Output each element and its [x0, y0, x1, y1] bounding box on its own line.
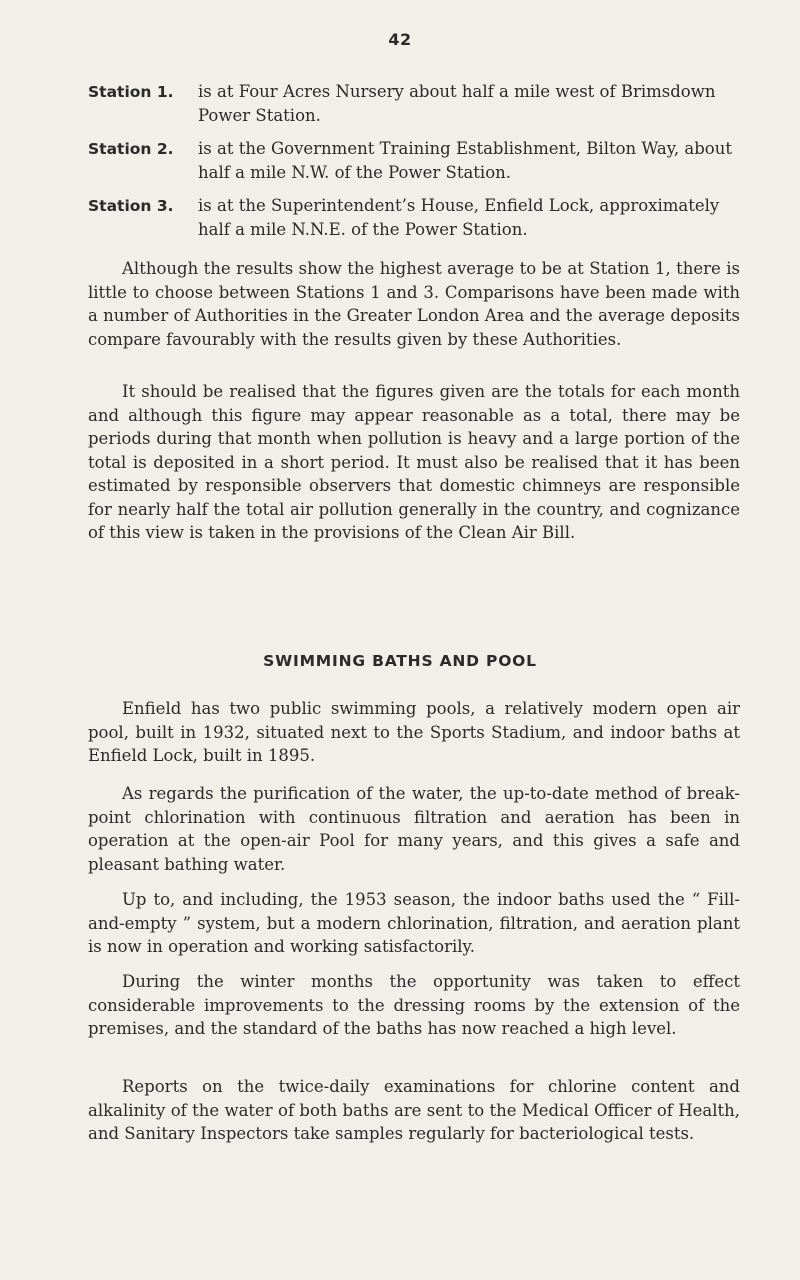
swimming-paragraph: Enfield has two public swimming pools, a relatively modern open air pool, built in 1932, situated next to the Sports Stadium, and indoor baths at Enfield Lock, built in 1895. [88, 699, 740, 765]
station-description: is at Four Acres Nursery about half a mile west of Brimsdown Power Station. [198, 82, 716, 125]
station-label: Station 1. [88, 83, 174, 101]
page-number: 42 [388, 30, 412, 49]
station-description: is at the Superintendent’s House, Enfield Lock, approximately half a mile N.N.E. of the Power Station. [198, 196, 720, 239]
station-label: Station 3. [88, 197, 174, 215]
section-heading: SWIMMING BATHS AND POOL [263, 652, 537, 670]
swimming-paragraph: Up to, and including, the 1953 season, the indoor baths used the “ Fill-and-empty ” system, but a modern chlorination, filtration, and aeration plant is now in operation and working satisfactorily. [88, 890, 740, 956]
pollution-paragraph: Although the results show the highest average to be at Station 1, there is little to choose between Stations 1 and 3. Comparisons have been made with a number of Authorities in the Greater London Area and the average deposits compare favourably with the results given by these Authorities. [88, 259, 740, 349]
station-entry [88, 80, 748, 128]
station-list [88, 80, 748, 251]
swimming-paragraph: During the winter months the opportunity was taken to effect considerable improvements to the dressing rooms by the extension of the premises, and the standard of the baths has now reached a high level. [88, 972, 740, 1038]
station-description: is at the Government Training Establishment, Bilton Way, about half a mile N.W. of the Power Station. [198, 139, 732, 182]
station-entry [88, 137, 748, 185]
swimming-paragraph: Reports on the twice-daily examinations for chlorine content and alkalinity of the water of both baths are sent to the Medical Officer of Health, and Sanitary Inspectors take samples regularly for bacteriological tests. [88, 1077, 740, 1143]
pollution-paragraph: It should be realised that the figures given are the totals for each month and although this figure may appear reasonable as a total, there may be periods during that month when pollution is heavy and a large portion of the total is deposited in a short period. It must also be realised that it has been estimated by responsible observers that domestic chimneys are responsible for nearly half the total air pollution generally in the country, and cognizance of this view is taken in the provisions of the Clean Air Bill. [88, 382, 740, 542]
swimming-paragraph: As regards the purification of the water, the up-to-date method of break-point chlorination with continuous filtration and aeration has been in operation at the open-air Pool for many years, and this gives a safe and pleasant bathing water. [88, 784, 740, 874]
station-label: Station 2. [88, 140, 174, 158]
station-entry [88, 194, 748, 242]
